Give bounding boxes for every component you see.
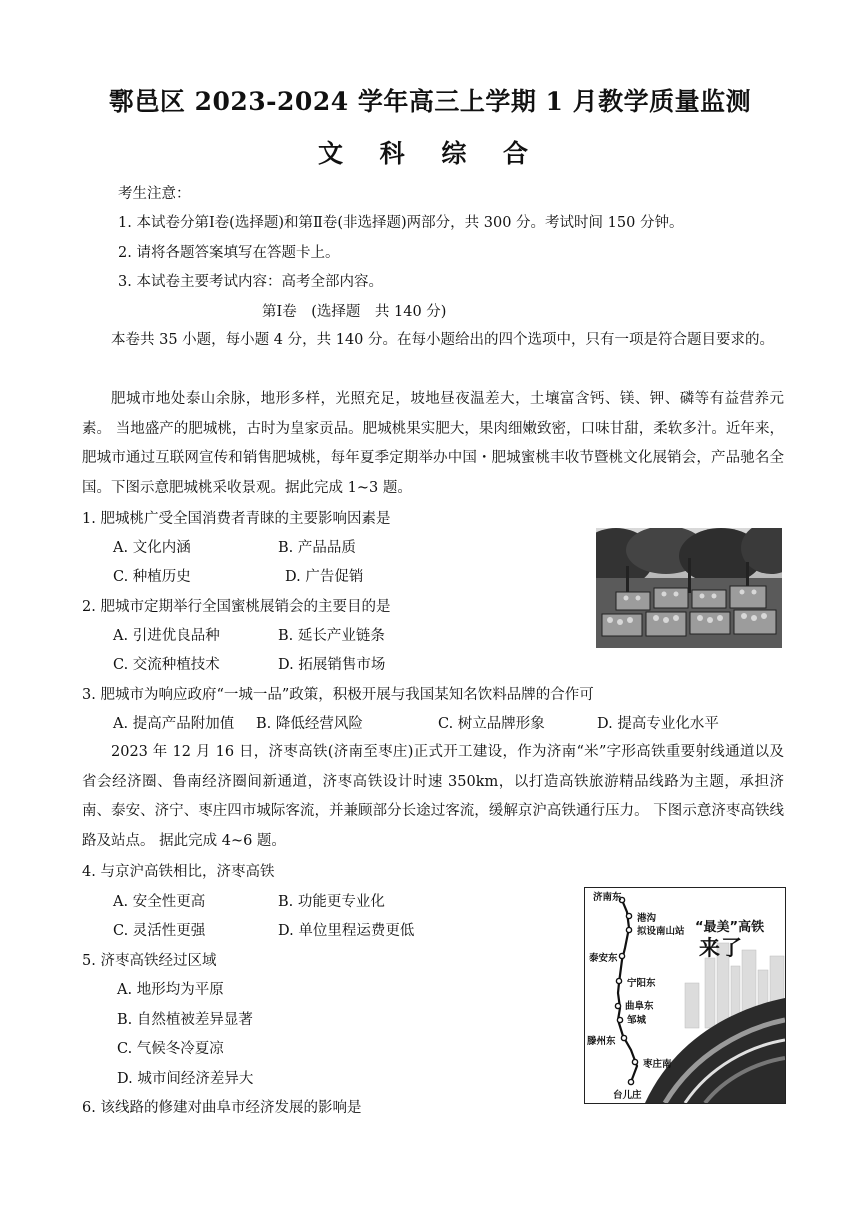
q1-option-b: B. 产品品质 bbox=[278, 540, 356, 556]
passage-1: 肥城市地处泰山余脉，地形多样，光照充足，坡地昼夜温差大，土壤富含钙、镁、钾、磷等有益营养元素。 当地盛产的肥城桃，古时为皇家贡品。肥城桃果实肥大，果肉细嫩致密，口味甘甜，柔软多汁。近年来，肥城市通过互联网宣传和销售肥城桃，每年夏季定期举办中国・肥城蜜桃丰收节暨桃文化展销会，产品驰名全国。下图示意肥城桃采收景观。据此完成 1~3 题。 bbox=[82, 391, 784, 496]
railway-line-map bbox=[584, 887, 786, 1104]
notice-item-1: 1. 本试卷分第Ⅰ卷(选择题)和第Ⅱ卷(非选择题)两部分，共 300 分。考试时间 150 分钟。 bbox=[118, 215, 684, 231]
map-banner-bottom: 来了 bbox=[699, 936, 743, 960]
station-label-9: 枣庄南 bbox=[643, 1059, 672, 1070]
q2-option-d: D. 拓展销售市场 bbox=[278, 657, 386, 673]
q2-option-c: C. 交流种植技术 bbox=[113, 657, 220, 673]
q2-option-b: B. 延长产业链条 bbox=[278, 628, 385, 644]
q1-option-a: A. 文化内涵 bbox=[113, 540, 191, 556]
station-label-10: 台儿庄 bbox=[613, 1090, 642, 1101]
q4-option-d: D. 单位里程运费更低 bbox=[278, 923, 415, 939]
q5-stem: 5. 济枣高铁经过区域 bbox=[82, 953, 217, 969]
q5-option-d: D. 城市间经济差异大 bbox=[117, 1071, 254, 1087]
station-label-3: 拟设南山站 bbox=[637, 926, 685, 937]
q1-option-c: C. 种植历史 bbox=[113, 569, 191, 585]
q3-option-d: D. 提高专业化水平 bbox=[597, 716, 719, 732]
section-heading: 第Ⅰ卷 (选择题 共 140 分) bbox=[262, 304, 447, 320]
station-label-7: 邹城 bbox=[627, 1015, 647, 1026]
station-label-6: 曲阜东 bbox=[625, 1001, 654, 1012]
page-subtitle: 文 科 综 合 bbox=[317, 139, 543, 168]
q3-stem: 3. 肥城市为响应政府“一城一品”政策，积极开展与我国某知名饮料品牌的合作可 bbox=[82, 687, 594, 703]
q1-stem: 1. 肥城桃广受全国消费者青睐的主要影响因素是 bbox=[82, 511, 391, 527]
q2-option-a: A. 引进优良品种 bbox=[113, 628, 220, 644]
notice-heading: 考生注意： bbox=[118, 186, 191, 202]
q4-option-c: C. 灵活性更强 bbox=[113, 923, 206, 939]
q3-option-b: B. 降低经营风险 bbox=[256, 716, 363, 732]
peach-harvest-illustration bbox=[596, 528, 782, 648]
section-instruction: 本卷共 35 小题，每小题 4 分，共 140 分。在每小题给出的四个选项中，只有一项是符合题目要求的。 bbox=[111, 332, 775, 348]
page-title: 鄠邑区 2023-2024 学年高三上学期 1 月教学质量监测 bbox=[108, 87, 752, 116]
q1-option-d: D. 广告促销 bbox=[285, 569, 364, 585]
passage-2: 2023 年 12 月 16 日，济枣高铁(济南至枣庄)正式开工建设，作为济南“米”字形高铁重要射线通道以及省会经济圈、鲁南经济圈间新通道，济枣高铁设计时速 350km，以打造高铁旅游精品线路为主题，承担济南、泰安、济宁、枣庄四市城际客流，并兼顾部分长途过客流，缓解京沪高铁通行压力。 下图示意济枣高铁线路及站点。 据此完成 4~6 题。 bbox=[82, 744, 784, 849]
map-banner-top: “最美”高铁 bbox=[695, 920, 765, 935]
q4-option-b: B. 功能更专业化 bbox=[278, 894, 385, 910]
notice-item-3: 3. 本试卷主要考试内容：高考全部内容。 bbox=[118, 274, 383, 290]
peach-harvest-photo bbox=[596, 528, 782, 648]
q5-option-a: A. 地形均为平原 bbox=[117, 982, 224, 998]
station-label-1: 济南东 bbox=[593, 892, 622, 903]
q3-option-a: A. 提高产品附加值 bbox=[113, 716, 235, 732]
notice-item-2: 2. 请将各题答案填写在答题卡上。 bbox=[118, 245, 340, 261]
q2-stem: 2. 肥城市定期举行全国蜜桃展销会的主要目的是 bbox=[82, 599, 391, 615]
station-label-5: 宁阳东 bbox=[627, 978, 656, 989]
q5-option-c: C. 气候冬冷夏凉 bbox=[117, 1041, 224, 1057]
q6-stem: 6. 该线路的修建对曲阜市经济发展的影响是 bbox=[82, 1100, 362, 1116]
q4-stem: 4. 与京沪高铁相比，济枣高铁 bbox=[82, 864, 275, 880]
station-label-8: 滕州东 bbox=[587, 1036, 616, 1047]
q4-option-a: A. 安全性更高 bbox=[113, 894, 206, 910]
station-label-2: 港沟 bbox=[637, 913, 657, 924]
station-label-4: 泰安东 bbox=[589, 953, 618, 964]
q3-option-c: C. 树立品牌形象 bbox=[438, 716, 545, 732]
q5-option-b: B. 自然植被差异显著 bbox=[117, 1012, 253, 1028]
